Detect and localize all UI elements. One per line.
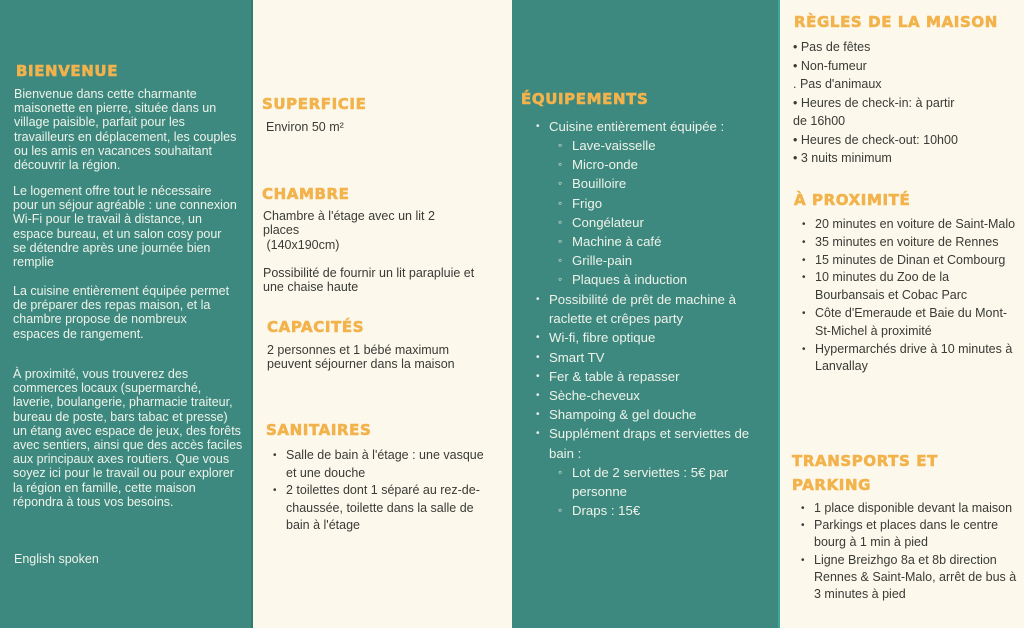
heading-proximite: À PROXIMITÉ [794, 191, 911, 209]
chambre-text-1: Chambre à l'étage avec un lit 2 places [263, 209, 435, 238]
equipement-item-cuisine: • Cuisine entièrement équipée : [536, 117, 776, 136]
regles-list [793, 38, 1018, 168]
proximite-item: • 35 minutes en voiture de Rennes [802, 234, 1017, 252]
regle-line: . Pas d'animaux [793, 77, 882, 91]
heading-sanitaires: SANITAIRES [266, 421, 372, 439]
equipements-list-2 [536, 290, 776, 463]
cuisine-item: ◦ Frigo [536, 194, 776, 213]
transport-item: • Parkings et places dans le centre bourg à 1 min à pied [801, 517, 1021, 551]
cuisine-item: ◦ Lave-vaisselle [536, 136, 776, 155]
proximite-item: • 10 minutes du Zoo de la Bourbansais et Cobac Parc [802, 269, 1017, 305]
sanitaires-list [273, 447, 488, 535]
regle-line: • Heures de check-in: à partir [793, 95, 955, 110]
proximite-list [802, 216, 1017, 376]
capacites-text: 2 personnes et 1 bébé maximum peuvent séjourner dans la maison [267, 343, 455, 372]
heading-transports-1: TRANSPORTS ET [792, 452, 938, 470]
panel-infos-pratiques [778, 0, 1024, 628]
supplement-sublist [536, 463, 776, 521]
heading-chambre: CHAMBRE [262, 185, 350, 203]
equipement-item: • Fer & table à repasser [536, 367, 776, 386]
panel-bienvenue [0, 0, 251, 628]
equipements-list [536, 117, 776, 136]
english-spoken: English spoken [14, 552, 99, 566]
equipement-item: • Shampoing & gel douche [536, 405, 776, 424]
proximite-item: • Côte d'Emeraude et Baie du Mont-St-Michel à proximité [802, 305, 1017, 341]
panel-equipements [512, 0, 778, 628]
heading-bienvenue: BIENVENUE [16, 62, 119, 80]
equipement-item: • Wi-fi, fibre optique [536, 328, 776, 347]
panel-logement [251, 0, 512, 628]
bienvenue-para-1: Bienvenue dans cette charmante maisonette en pierre, située dans un village paisible, parfait pour les travailleurs en déplacement, les couples ou les amis en vacances souhaitant découvrir la région. [14, 87, 237, 173]
sanitaires-item: • Salle de bain à l'étage : une vasque et une douche [273, 447, 488, 482]
transport-item: • Ligne Breizhgo 8a et 8b direction Rennes & Saint-Malo, arrêt de bus à 3 minutes à pied [801, 552, 1021, 604]
bienvenue-para-4: À proximité, vous trouverez des commerces locaux (supermarché, laverie, boulangerie, pharmacie traiteur, bureau de poste, bars tabac et presse) un étang avec espace de jeux, des forêts avec sentiers, ainsi que des accès faciles aux principaux axes routiers. Que vous soyez ici pour le travail ou pour explorer la région en famille, cette maison répondra à tous vos besoins. [13, 367, 243, 509]
cuisine-item: ◦ Congélateur [536, 213, 776, 232]
bienvenue-para-2: Le logement offre tout le nécessaire pour un séjour agréable : une connexion Wi-Fi pour le travail à distance, un espace bureau, et un salon cosy pour se détendre après une journée bien remplie [13, 184, 237, 270]
cuisine-item: ◦ Grille-pain [536, 251, 776, 270]
equipement-item: • Smart TV [536, 348, 776, 367]
cuisine-item: ◦ Machine à café [536, 232, 776, 251]
sanitaires-item: • 2 toilettes dont 1 séparé au rez-de-chaussée, toilette dans la salle de bain à l'étage [273, 482, 488, 535]
heading-equipements: ÉQUIPEMENTS [521, 90, 649, 108]
superficie-text: Environ 50 m² [266, 120, 344, 134]
proximite-item: • 15 minutes de Dinan et Combourg [802, 252, 1017, 270]
transports-list [801, 500, 1021, 603]
equipement-item: • Supplément draps et serviettes de bain : [536, 424, 776, 462]
proximite-item: • Hypermarchés drive à 10 minutes à Lanvallay [802, 341, 1017, 377]
chambre-text-2: Possibilité de fournir un lit parapluie et une chaise haute [263, 266, 475, 295]
heading-transports-2: PARKING [792, 476, 872, 494]
equipement-item: • Possibilité de prêt de machine à raclette et crêpes party [536, 290, 776, 328]
proximite-item: • 20 minutes en voiture de Saint-Malo [802, 216, 1017, 234]
regle-line: • Pas de fêtes [793, 40, 871, 54]
transport-item: • 1 place disponible devant la maison [801, 500, 1021, 517]
regle-line: • 3 nuits minimum [793, 151, 892, 165]
cuisine-sublist [536, 136, 776, 290]
bienvenue-para-3: La cuisine entièrement équipée permet de préparer des repas maison, et la chambre propose de nombreux espaces de rangement. [13, 284, 230, 341]
regle-line: de 16h00 [793, 114, 846, 128]
heading-superficie: SUPERFICIE [262, 95, 367, 113]
heading-capacites: CAPACITÉS [267, 318, 365, 336]
regle-line: • Heures de check-out: 10h00 [793, 132, 958, 147]
heading-regles: RÈGLES DE LA MAISON [794, 13, 998, 31]
chambre-size: (140x190cm) [263, 238, 340, 252]
supplement-item: ◦ Lot de 2 serviettes : 5€ par personne [536, 463, 776, 501]
cuisine-item: ◦ Micro-onde [536, 155, 776, 174]
equipement-item: • Sèche-cheveux [536, 386, 776, 405]
regle-line: • Non-fumeur [793, 58, 867, 73]
cuisine-item: ◦ Plaques à induction [536, 270, 776, 289]
cuisine-item: ◦ Bouilloire [536, 174, 776, 193]
supplement-item: ◦ Draps : 15€ [536, 501, 776, 520]
